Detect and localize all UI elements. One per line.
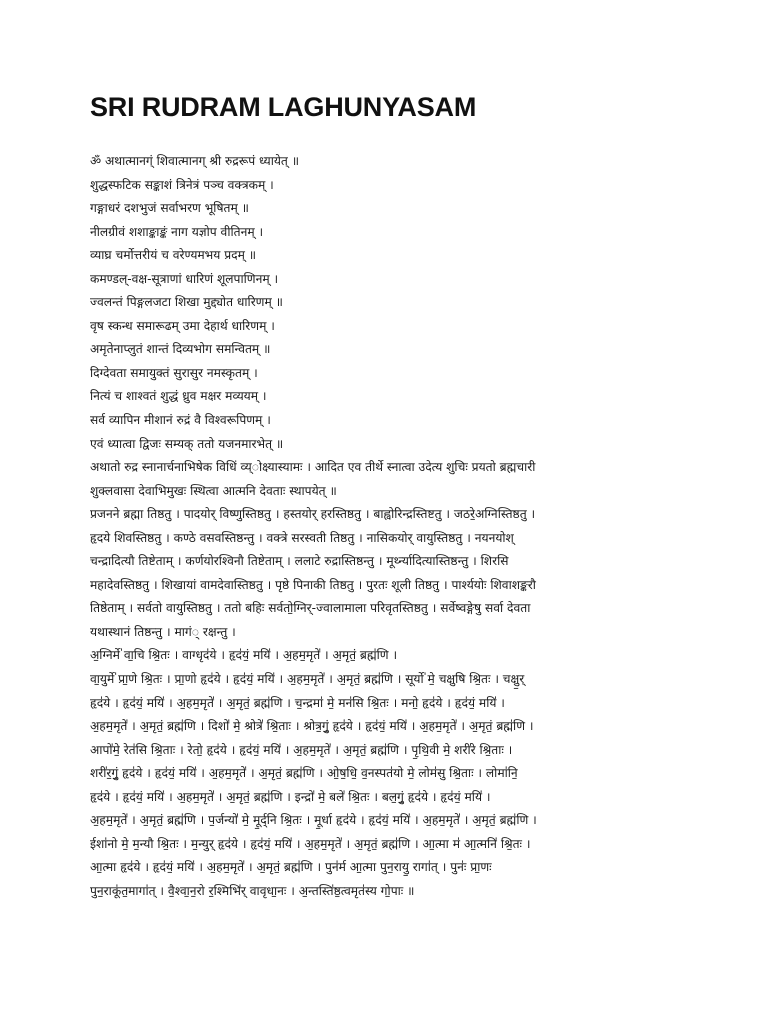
- text-line: शुद्धस्फटिक सङ्काशं त्रिनेत्रं पञ्च वक्त्रकम् ।: [90, 177, 274, 192]
- text-line: वृष स्कन्ध समारूढम् उमा देहार्थ धारिणम् ।: [90, 318, 275, 333]
- text-line: वा॒युर्मे॑ प्रा॒णे श्रि॒तः । प्रा॒णो हृद॑ये । हृद॑यं॒ मयि॑ । अ॒हम॒मृते॑ । अ॒मृतं॒ ब्रह्म॑णि । सूर्यो॑ मे॒ चक्षुषि श्रि॒तः । चक्षु॒र्: [90, 672, 525, 687]
- text-line: अमृतेनाप्लुतं शान्तं दिव्यभोग समन्वितम् ॥: [90, 342, 271, 357]
- text-line: महादेवस्तिष्ठतु । शिखायां वामदेवास्तिष्ठतु । पृष्ठे पिनाकी तिष्ठतु । पुरतः शूली तिष्ठतु । पार्श्ययोः शिवाशङ्करौ: [90, 577, 536, 592]
- text-line: शुक्लवासा देवाभिमुखः स्थित्वा आत्मनि देवताः स्थापयेत् ॥: [90, 483, 337, 498]
- text-line: ज्वलन्तं पिङ्गलजटा शिखा मुद्द्योत धारिणम् ॥: [90, 295, 283, 310]
- document-body: [90, 150, 682, 904]
- text-line: नीलग्रीवं शशाङ्काङ्कं नाग यज्ञोप वीतिनम् ।: [90, 224, 264, 239]
- text-line: गङ्गाधरं दशभुजं सर्वाभरण भूषितम् ॥: [90, 201, 249, 216]
- document-title: SRI RUDRAM LAGHUNYASAM: [90, 92, 477, 122]
- text-line: प्रजनने ब्रह्मा तिष्ठतु । पादयोर् विष्णुस्तिष्ठतु । हस्तयोर् हरस्तिष्ठतु । बाह्वोरिन्द्रस्तिष्टतु । जठरे॒अग्निस्तिष्ठतु ।: [90, 507, 536, 522]
- text-line: यथास्थानं तिष्ठन्तु । मागं् रक्षन्तु ।: [90, 624, 236, 639]
- text-line: सर्व व्यापिन मीशानं रुद्रं वै विश्वरूपिणम् ।: [90, 413, 271, 428]
- text-line: ॐ अथात्मानग्ं शिवात्मानग् श्री रुद्ररूपं ध्यायेत् ॥: [90, 154, 300, 168]
- text-line: अ॒हम॒मृते॑ । अ॒मृतं॒ ब्रह्म॑णि । प॒र्जन्यो॑ मे॒ मू॒र्द्नि श्रि॒तः । मू॒र्धा हृद॑ये । हृद॑यं॒ मयि॑ । अ॒हम॒मृते॑ । अ॒मृतं॒ ब्रह्म॑णि ।: [90, 813, 537, 828]
- text-line: दिग्देवता समायुक्तं सुरासुर नमस्कृतम् ।: [90, 365, 258, 380]
- text-line: हृदये शिवस्तिष्ठतु । कण्ठे वसवस्तिष्ठन्तु । वक्त्रे सरस्वती तिष्ठतु । नासिकयोर् वायुस्तिष्ठतु । नयनयोश्: [90, 530, 514, 545]
- text-line: शरी॑र॒गुं॒ हृद॑ये । हृद॑यं॒ मयि॑ । अ॒हम॒मृते॑ । अ॒मृतं॒ ब्रह्म॑णि । ओ॒ष॒धि॒ व॒नस्पत॑यो मे॒ लोम॑सु श्रि॒ताः । लोमा॑नि॒: [90, 766, 518, 781]
- text-line: पुन॒राकू॑त॒मागा॑त् । वै॒श्वा॒न॒रो र॒श्मिभि॑र् वावृधा॒नः । अ॒न्तस्ति॑ष्ठ॒त्वमृत॑स्य गो॒पाः ॥: [90, 883, 415, 898]
- text-line: एवं ध्यात्वा द्विजः सम्यक् ततो यजनमारभेत् ॥: [90, 436, 284, 451]
- text-line: आपो॑मे॒ रेत॑सि श्रि॒ताः । रेतो॒ हृद॑ये । हृद॑यं॒ मयि॑ । अ॒हम॒मृते॑ । अ॒मृतं॒ ब्रह्म॑णि । पृ॒थि॒वी मे॒ शरी॑रे श्रि॒ताः ।: [90, 742, 513, 757]
- text-line: हृद॑ये । हृद॑यं॒ मयि॑ । अ॒हम॒मृते॑ । अ॒मृतं॒ ब्रह्म॑णि । इन्द्रो॑ मे॒ बले॑ श्रि॒तः । बल॒गुं॒ हृद॑ये । हृद॑यं॒ मयि॑ ।: [90, 789, 491, 804]
- text-line: ईशा॑नो मे॒ म॒न्यौ श्रि॒तः । म॒न्युर् हृद॑ये । हृद॑यं॒ मयि॑ । अ॒हम॒मृते॑ । अ॒मृतं॒ ब्रह्म॑णि । आ॒त्मा म॑ आ॒त्मनि॑ श्रि॒तः ।: [90, 836, 531, 851]
- text-line: चन्द्रादित्यौ तिष्टेताम् । कर्णयोरश्विनौ तिष्टेताम् । ललाटे रुद्रास्तिष्ठन्तु । मूर्थ्न्यादित्यास्तिष्ठन्तु । शिरसि: [90, 554, 509, 569]
- text-line: नित्यं च शाश्वतं शुद्धं ध्रुव मक्षर मव्ययम् ।: [90, 389, 267, 404]
- text-line: अ॒हम॒मृते॑ । अ॒मृतं॒ ब्रह्म॑णि । दिशो॑ मे॒ श्रोत्रे॑ श्रि॒ताः । श्रोत्र॒गुं॒ हृद॑ये । हृद॑यं॒ मयि॑ । अ॒हम॒मृते॑ । अ॒मृतं॒ ब्रह्म॑णि ।: [90, 719, 534, 734]
- text-line: तिष्ठेताम् । सर्वतो वायुस्तिष्ठतु । ततो बहिः सर्वतो॒ग्निर्-ज्वालामाला परिवृतस्तिष्ठतु । सर्वेष्वङ्गेषु सर्वा देवता: [90, 601, 531, 616]
- text-line: कमण्डल्-वक्ष-सूत्राणां धारिणं शूलपाणिनम् ।: [90, 271, 279, 286]
- text-line: अथातो रुद्र स्नानार्चनाभिषेक विधिं व्य्ोक्ष्यास्यामः । आदित एव तीर्थे स्नात्वा उदेत्य शुचिः प्रयतो ब्रह्मचारी: [90, 460, 536, 475]
- text-line: आ॒त्मा हृद॑ये । हृद॑यं॒ मयि॑ । अ॒हम॒मृते॑ । अ॒मृतं॒ ब्रह्म॑णि । पुन॑र्म आ॒त्मा पुन॒रायु॒ रागा॑त् । पुनः॑ प्रा॒णः: [90, 860, 492, 875]
- text-line: अ॒ग्निर्मे॑ वा॒चि श्रि॒तः । वाग्धृद॑ये । हृद॑यं॒ मयि॑ । अ॒हम॒मृते॑ । अ॒मृतं॒ ब्रह्म॑णि ।: [90, 648, 398, 663]
- text-line: हृद॑ये । हृद॑यं॒ मयि॑ । अ॒हम॒मृते॑ । अ॒मृतं॒ ब्रह्म॑णि । च॒न्द्रमा॑ मे॒ मन॑सि श्रि॒तः । मनो॒ हृद॑ये । हृद॑यं॒ मयि॑ ।: [90, 695, 505, 710]
- text-line: व्याघ्र चर्मोत्तरीयं च वरेण्यमभय प्रदम् ॥: [90, 248, 257, 263]
